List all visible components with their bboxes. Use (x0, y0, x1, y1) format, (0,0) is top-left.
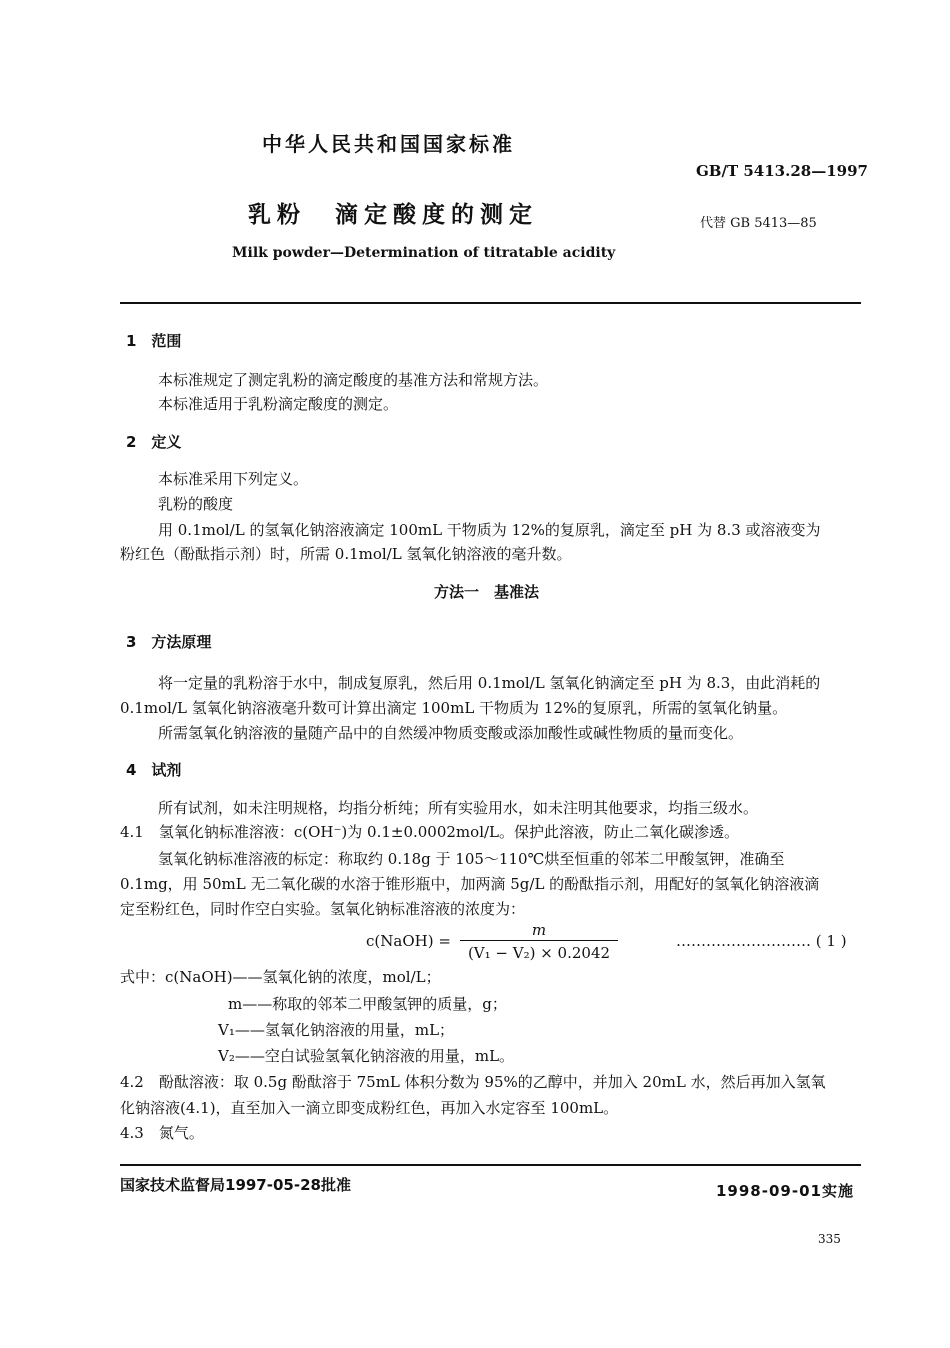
clause-4-1: 4.1 氢氧化钠标准溶液：c(OH⁻)为 0.1±0.0002mol/L。保护此溶液，防止二氧化碳渗透。 (120, 823, 740, 841)
footer-divider (120, 1164, 861, 1166)
definition-text: 粉红色（酚酞指示剂）时，所需 0.1mol/L 氢氧化钠溶液的毫升数。 (120, 545, 572, 563)
clause-4-2: 4.2 酚酞溶液：取 0.5g 酚酞溶于 75mL 体积分数为 95%的乙醇中，并加入 20mL 水，然后再加入氢氧 (120, 1073, 826, 1091)
calibration-text: 定至粉红色，同时作空白实验。氢氧化钠标准溶液的浓度为： (120, 900, 526, 918)
formula-lhs: c(NaOH) = (366, 932, 451, 950)
header-divider (120, 302, 861, 304)
section-1-heading: 1 范围 (126, 332, 182, 350)
method-title: 方法一 基准法 (434, 583, 540, 601)
page-number: 335 (818, 1232, 841, 1246)
formula-number: ……………………… ( 1 ) (676, 932, 847, 950)
formula-numerator: m (531, 921, 547, 939)
english-title: Milk powder—Determination of titratable acidity (232, 245, 616, 261)
section-3-paragraph: 0.1mol/L 氢氧化钠溶液毫升数可计算出滴定 100mL 干物质为 12%的复原乳，所需的氢氧化钠量。 (120, 699, 788, 717)
standard-code: GB/T 5413.28—1997 (696, 162, 868, 180)
variable-definition: V₁——氢氧化钠溶液的用量，mL； (218, 1021, 455, 1039)
implementation-date: 1998-09-01实施 (716, 1182, 854, 1200)
section-2-paragraph: 本标准采用下列定义。 (158, 470, 309, 488)
clause-4-2: 化钠溶液(4.1)，直至加入一滴立即变成粉红色，再加入水定容至 100mL。 (120, 1099, 619, 1117)
approval-date: 国家技术监督局1997-05-28批准 (120, 1176, 351, 1194)
section-1-paragraph: 本标准规定了测定乳粉的滴定酸度的基准方法和常规方法。 (158, 371, 549, 389)
document-title: 乳粉 滴定酸度的测定 (248, 202, 538, 228)
definition-text: 用 0.1mol/L 的氢氧化钠溶液滴定 100mL 干物质为 12%的复原乳，滴定至 pH 为 8.3 或溶液变为 (158, 521, 821, 539)
section-3-heading: 3 方法原理 (126, 633, 212, 651)
section-4-heading: 4 试剂 (126, 761, 182, 779)
national-standard-heading: 中华人民共和国国家标准 (262, 132, 515, 156)
formula-denominator: (V₁ − V₂) × 0.2042 (467, 944, 611, 962)
clause-4-3: 4.3 氮气。 (120, 1124, 204, 1142)
section-2-heading: 2 定义 (126, 433, 182, 451)
section-3-paragraph: 将一定量的乳粉溶于水中，制成复原乳，然后用 0.1mol/L 氢氧化钠滴定至 pH 为 8.3，由此消耗的 (158, 674, 821, 692)
section-1-paragraph: 本标准适用于乳粉滴定酸度的测定。 (158, 395, 399, 413)
calibration-text: 0.1mg，用 50mL 无二氧化碳的水溶于锥形瓶中，加两滴 5g/L 的酚酞指示剂，用配好的氢氧化钠溶液滴 (120, 875, 820, 893)
replaces-note: 代替 GB 5413—85 (700, 216, 817, 231)
definition-term: 乳粉的酸度 (158, 495, 234, 513)
variable-definition: 式中：c(NaOH)——氢氧化钠的浓度，mol/L； (120, 968, 441, 986)
variable-definition: m——称取的邻苯二甲酸氢钾的质量，g； (228, 995, 507, 1013)
calibration-text: 氢氧化钠标准溶液的标定：称取约 0.18g 于 105～110℃烘至恒重的邻苯二甲酸氢钾，准确至 (158, 850, 785, 868)
section-4-intro: 所有试剂，如未注明规格，均指分析纯；所有实验用水，如未注明其他要求，均指三级水。 (158, 799, 759, 817)
section-3-paragraph: 所需氢氧化钠溶液的量随产品中的自然缓冲物质变酸或添加酸性或碱性物质的量而变化。 (158, 724, 744, 742)
variable-definition: V₂——空白试验氢氧化钠溶液的用量，mL。 (218, 1047, 515, 1065)
